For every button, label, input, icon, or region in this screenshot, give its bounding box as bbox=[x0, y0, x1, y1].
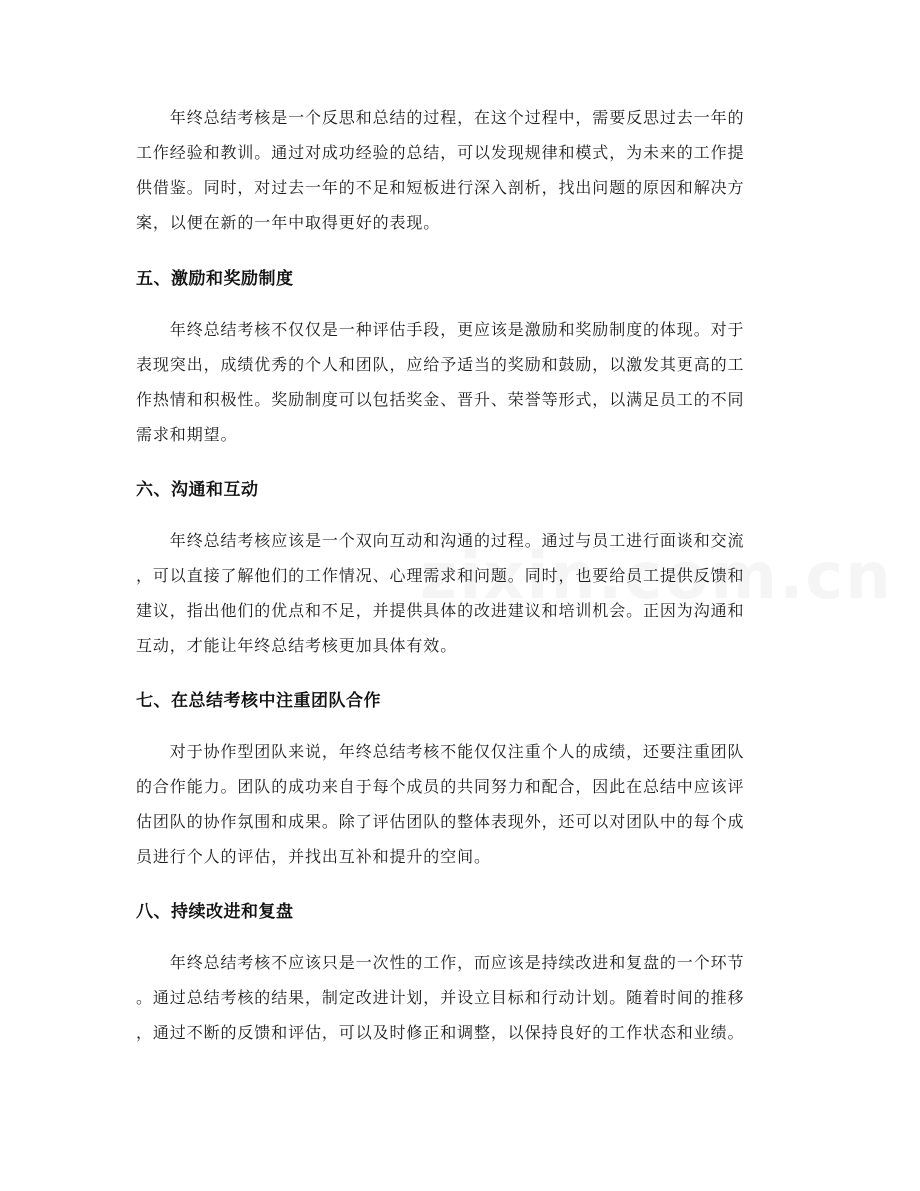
section-paragraph-teamwork bbox=[136, 734, 786, 874]
paragraph-line: 年终总结考核不应该只是一次性的工作，而应该是持续改进和复盘的一个环节 bbox=[136, 953, 745, 972]
paragraph-line: 作热情和积极性。奖励制度可以包括奖金、晋升、荣誉等形式，以满足员工的不同 bbox=[136, 390, 745, 409]
paragraph-line: 年终总结考核是一个反思和总结的过程，在这个过程中，需要反思过去一年的 bbox=[136, 108, 745, 127]
paragraph-line: 。通过总结考核的结果，制定改进计划，并设立目标和行动计划。随着时间的推移 bbox=[136, 988, 745, 1007]
paragraph-line: 表现突出，成绩优秀的个人和团队，应给予适当的奖励和鼓励，以激发其更高的工 bbox=[136, 355, 745, 374]
paragraph-line: 需求和期望。 bbox=[136, 425, 238, 444]
paragraph-line: ，通过不断的反馈和评估，可以及时修正和调整，以保持良好的工作状态和业绩。 bbox=[136, 1023, 745, 1042]
paragraph-line: 年终总结考核不仅仅是一种评估手段，更应该是激励和奖励制度的体现。对于 bbox=[136, 320, 745, 339]
paragraph-line: 互动，才能让年终总结考核更加具体有效。 bbox=[136, 636, 458, 655]
section-paragraph-communication bbox=[136, 523, 786, 663]
document-body bbox=[136, 100, 786, 1050]
section-heading-improvement: 八、持续改进和复盘 bbox=[136, 902, 294, 922]
paragraph-line: 员进行个人的评估，并找出互补和提升的空间。 bbox=[136, 847, 491, 866]
paragraph-line: 案，以便在新的一年中取得更好的表现。 bbox=[136, 213, 441, 232]
section-heading-incentives: 五、激励和奖励制度 bbox=[136, 269, 294, 289]
section-paragraph-incentives bbox=[136, 312, 786, 452]
paragraph-line: 估团队的协作氛围和成果。除了评估团队的整体表现外，还可以对团队中的每个成 bbox=[136, 812, 745, 831]
paragraph-line: 年终总结考核应该是一个双向互动和沟通的过程。通过与员工进行面谈和交流 bbox=[136, 531, 745, 550]
paragraph-line: 建议，指出他们的优点和不足，并提供具体的改进建议和培训机会。正因为沟通和 bbox=[136, 601, 745, 620]
section-paragraph-improvement bbox=[136, 945, 786, 1050]
section-heading-teamwork: 七、在总结考核中注重团队合作 bbox=[136, 691, 381, 711]
intro-paragraph bbox=[136, 100, 786, 240]
section-heading-communication: 六、沟通和互动 bbox=[136, 480, 259, 500]
paragraph-line: ，可以直接了解他们的工作情况、心理需求和问题。同时，也要给员工提供反馈和 bbox=[136, 566, 745, 585]
paragraph-line: 供借鉴。同时，对过去一年的不足和短板进行深入剖析，找出问题的原因和解决方 bbox=[136, 178, 745, 197]
paragraph-line: 的合作能力。团队的成功来自于每个成员的共同努力和配合，因此在总结中应该评 bbox=[136, 777, 745, 796]
paragraph-line: 对于协作型团队来说，年终总结考核不能仅仅注重个人的成绩，还要注重团队 bbox=[136, 742, 745, 761]
paragraph-line: 工作经验和教训。通过对成功经验的总结，可以发现规律和模式，为未来的工作提 bbox=[136, 143, 745, 162]
